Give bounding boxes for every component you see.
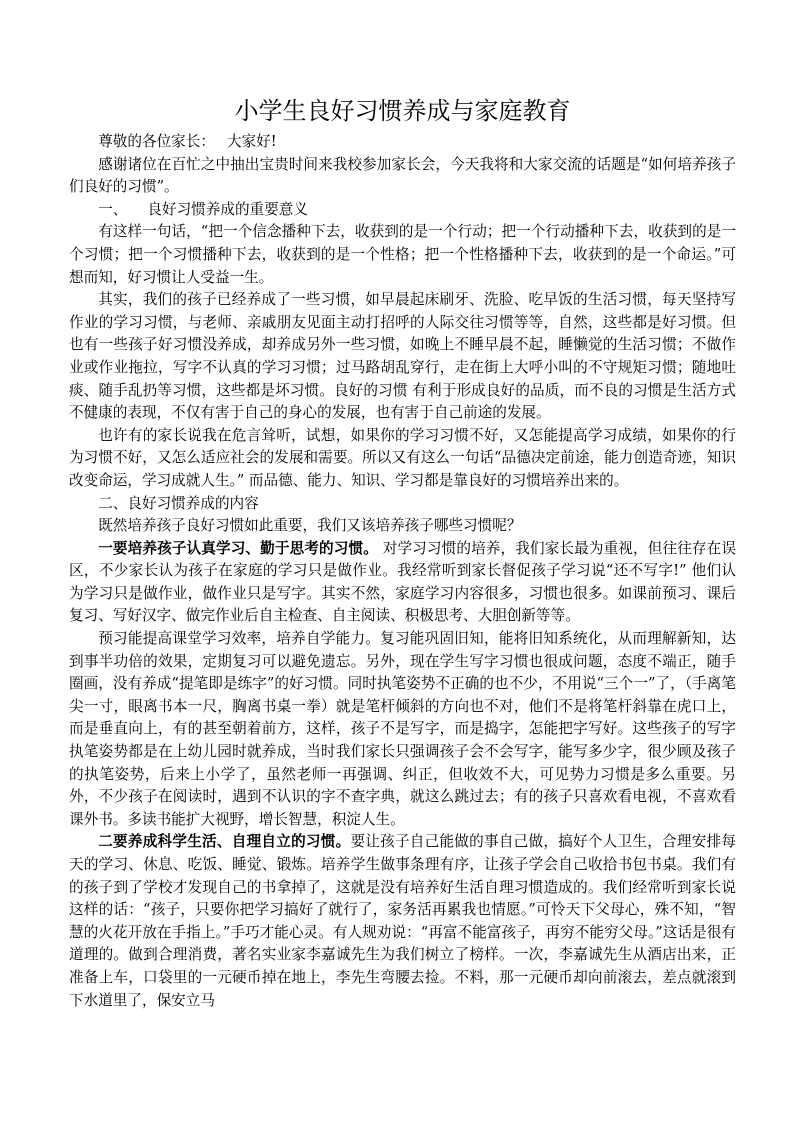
section-1-title: 良好习惯养成的重要意义 <box>147 200 308 218</box>
paragraph-habits: 其实，我们的孩子已经养成了一些习惯，如早晨起床刷牙、洗脸、吃早饭的生活习惯，每天坚持写作业的学习习惯，与老师、亲戚朋友见面主动打招呼的人际交往习惯等等，自然，这些都是好习惯。但也有一些孩子好习惯没养成，却养成另外一些习惯，如晚上不睡早晨不起，睡懒觉的生活习惯；不做作业或作业拖拉，写字不认真的学习习惯；过马路胡乱穿行，走在街上大呼小叫的不守规矩习惯；随地吐痰、随手乱扔等习惯，这些都是坏习惯。良好的习惯 有利于形成良好的品质，而不良的习惯是生活方式不健康的表现，不仅有害于自己的身心的发展，也有害于自己前途的发展。 <box>69 291 736 422</box>
paragraph-study: 预习能提高课堂学习效率，培养自学能力。复习能巩固旧知，能将旧知系统化，从而理解新知，达到事半功倍的效果，定期复习可以避免遗忘。另外，现在学生写字习惯也很成问题，态度不端正，随手圈画，没有养成“提笔即是练字”的好习惯。同时执笔姿势不正确的也不少，不用说“三个一”了，（手离笔尖一寸，眼离书本一尺，胸离书桌一拳）就是笔杆倾斜的方向也不对，他们不是将笔杆斜靠在虎口上，而是垂直向上，有的甚至朝着前方，这样，孩子不是写字，而是捣字，怎能把字写好。这些孩子的写字执笔姿势都是在上幼儿园时就养成，当时我们家长只强调孩子会不会写字，能写多少字，很少顾及孩子的执笔姿势，后来上小学了，虽然老师一再强调、纠正，但收效不大，可见势力习惯是多么重要。另外，不少孩子在阅读时，遇到不认识的字不查字典，就这么跳过去；有的孩子只喜欢看电视，不喜欢看课外书。多读书能扩大视野，增长智慧，积淀人生。 <box>69 630 736 828</box>
document-body <box>69 131 736 1012</box>
point-2-lead: 二要养成科学生活、自理自立的习惯。 <box>98 833 351 851</box>
paragraph-alarmist: 也许有的家长说我在危言耸听，试想，如果你的学习习惯不好，又怎能提高学习成绩，如果你的行为习惯不好，又怎么适应社会的发展和需要。所以又有这么一句话“品德决定前途，能力创造奇迹，知识改变命运，学习成就人生。” 而品德、能力、知识、学习都是靠良好的习惯培养出来的。 <box>69 426 736 489</box>
paragraph-question: 既然培养孩子良好习惯如此重要，我们又该培养孩子哪些习惯呢？ <box>98 517 522 535</box>
section-heading-2: 二、良好习惯养成的内容 <box>98 494 259 512</box>
point-1-text: 对学习习惯的培养，我们家长最为重视，但往往存在误区，不少家长认为孩子在家庭的学习只是做作业。我经常听到家长督促孩子学习说“还不写字!” 他们认为学习只是做作业，做作业只是写字。其实不然，家庭学习内容很多，习惯也很多。如课前预习、课后复习、写好汉字、做完作业后自主检查、自主阅读、积极思考、大胆创新等等。 <box>69 539 736 625</box>
point-2-text: 要让孩子自己能做的事自己做，搞好个人卫生，合理安排每天的学习、休息、吃饭、睡觉、锻炼。培养学生做事条理有序，让孩子学会自己收拾书包书桌。我们有的孩子到了学校才发现自己的书拿掉了，这就是没有培养好生活自理习惯造成的。我们经常听到家长说这样的话：“孩子，只要你把学习搞好了就行了，家务活再累我也情愿。”可怜天下父母心，殊不知，“智慧的火花开放在手指上。”手巧才能心灵。有人规劝说：“再富不能富孩子，再穷不能穷父母。”这话是很有道理的。做到合理消费，著名实业家李嘉诚先生为我们树立了榜样。一次，李嘉诚先生从酒店出来，正准备上车，口袋里的一元硬币掉在地上，李先生弯腰去捡。不料，那一元硬币却向前滚去，差点就滚到下水道里了，保安立马 <box>69 833 736 1009</box>
greeting-line <box>69 131 736 154</box>
paragraph-point-2 <box>69 831 736 1012</box>
salutation: 尊敬的各位家长： <box>98 133 215 150</box>
section-1-number: 一、 <box>98 200 128 218</box>
greeting-hello: 大家好! <box>226 133 277 150</box>
intro-paragraph: 感谢诸位在百忙之中抽出宝贵时间来我校参加家长会，今天我将和大家交流的话题是“如何培养孩子们良好的习惯”。 <box>69 155 736 196</box>
point-1-lead: 一要培养孩子认真学习、勤于思考的习惯。 <box>98 539 378 557</box>
section-heading-1 <box>69 199 736 222</box>
paragraph-point-1 <box>69 538 736 628</box>
paragraph-quote: 有这样一句话，“把一个信念播种下去，收获到的是一个行动；把一个行动播种下去，收获到的是一个习惯；把一个习惯播种下去，收获到的是一个性格；把一个性格播种下去，收获到的是一个命运。”可想而知，好习惯让人受益一生。 <box>69 223 736 286</box>
document-title: 小学生良好习惯养成与家庭教育 <box>234 97 571 125</box>
